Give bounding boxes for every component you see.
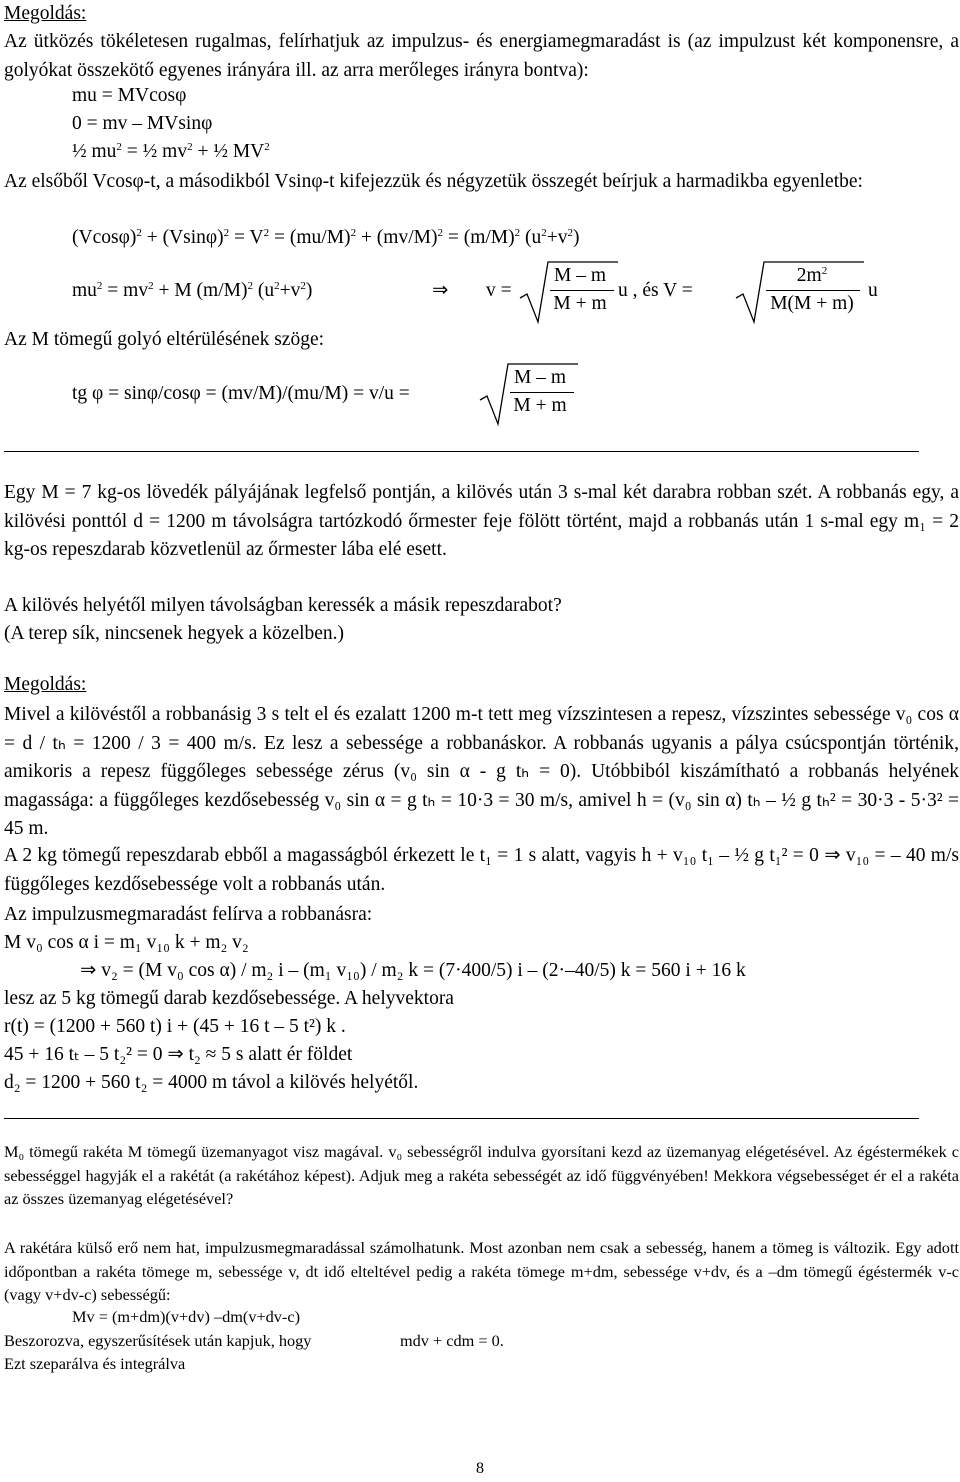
rocket-problem: M₀ tömegű rakéta M tömegű üzemanyagot visz magával. v₀ sebességről indulva gyorsítani kezd az üzemanyag elégetésével. Az égéstermékek c sebességgel hagyják el a rakétát (a rakétához képest). Adjuk meg a rakéta sebességét az idő függvényében! Mekkora végsebességet ér el a rakéta az összes üzemanyag elégetésével?	[4, 1142, 959, 1209]
solution-paragraph-1: Mivel a kilövéstől a robbanásig 3 s telt el és ezalatt 1200 m-t tett meg vízszintesen a repesz, vízszintes sebessége v₀ cos α = d / tₕ = 1200 / 3 = 400 m/s. Ez lesz a sebessége a robbanáskor. A robbanás ugyanis a pálya csúcspontján történik, amikoris a repesz függőleges sebessége zérus (v₀ sin α - g tₕ = 0). Utóbbiból kiszámítható a robbanás helyének magassága: a függőleges kezdősebesség v₀ sin α = g tₕ = 10·3 = 30 m/s, amivel h = (v₀ sin α) tₕ – ½ g tₕ² = 30·3 - 5·3² = 45 m.	[4, 704, 959, 839]
fraction-numerator: $2m^2$	[796, 265, 828, 286]
fraction-denominator: M(M + m)	[770, 293, 854, 314]
sqrt-fraction-V	[734, 258, 864, 326]
integration-text: Ezt szeparálva és integrálva	[4, 1354, 186, 1373]
sqrt-fraction-v	[518, 258, 618, 326]
sqrt-fraction-tan	[478, 360, 578, 428]
rocket-solution: A rakétára külső erő nem hat, impulzusmegmaradással számolhatunk. Most azonban nem csak a sebesség, hanem a tömeg is változik. Egy adott időpontban a rakéta tömege m, sebessége v, dt idő elteltével pedig a rakéta tömege m+dm, sebessége v+dv, és a –dm tömegű égéstermék v-c (vagy v+dv-c) sebességű:	[4, 1238, 959, 1305]
landing-time: 45 + 16 tₜ – 5 t₂² = 0 ⇒ t₂ ≈ 5 s alatt ér földet	[4, 1044, 353, 1065]
tangent-equation: tg φ = sinφ/cosφ = (mv/M)/(mu/M) = v/u =	[72, 383, 410, 404]
equation-momentum-y: 0 = mv – MVsinφ	[72, 113, 213, 134]
u-label: u	[868, 280, 878, 301]
solution-intro: Az ütközés tökéletesen rugalmas, felírhatjuk az impulzus- és energiamegmaradást is (az impulzust két komponensre, a golyókat összekötő egyenes irányára ill. az arra merőleges irányra bontva):	[4, 31, 959, 81]
position-vector: r(t) = (1200 + 560 t) i + (45 + 16 t – 5 t²) k .	[4, 1016, 346, 1037]
velocity-derivation: ⇒ v₂ = (M v₀ cos α) / m₂ i – (m₁ v₁₀) / m₂ k = (7·400/5) i – (2·–40/5) k = 560 i + 16 k	[80, 960, 746, 981]
implies-arrow: ⇒	[432, 280, 449, 301]
page-number: 8	[476, 1460, 484, 1477]
equation-energy-substituted: $mu^2 = mv^2 + M$ $(m/M)^2$ $(u^2+v^2)$	[72, 280, 313, 301]
fraction-denominator: M + m	[513, 395, 567, 416]
momentum-intro: Az impulzusmegmaradást felírva a robbanásra:	[4, 904, 373, 925]
solution-heading: Megoldás:	[4, 3, 87, 24]
divider	[4, 1118, 919, 1119]
equation-square-sum: $(Vcos\varphi)^2 + (Vsin\varphi)^2 = V^2 = (mu/M)^2 + (mv/M)^2 = (m/M)^2$ $(u^2+v^2)$	[72, 227, 580, 248]
fraction-numerator: M – m	[513, 367, 566, 388]
simplification-text: Beszorozva, egyszerűsítések után kapjuk, hogy	[4, 1331, 312, 1350]
problem-question: A kilövés helyétől milyen távolságban keressék a másik repeszdarabot?	[4, 595, 562, 616]
equation-energy: ½ $mu^2$ = ½ $mv^2$ + ½ $MV^2$	[72, 141, 270, 162]
v-equals-label: v =	[486, 280, 512, 301]
equation-momentum-x: mu = MVcosφ	[72, 85, 187, 106]
divider	[4, 451, 919, 452]
solution-text-2: Az elsőből Vcosφ-t, a másodikból Vsinφ-t kifejezzük és négyzetük összegét beírjuk a harmadikba egyenletbe:	[4, 171, 863, 192]
fraction-denominator: M + m	[553, 293, 607, 314]
landing-distance: d₂ = 1200 + 560 t₂ = 4000 m távol a kilövés helyétől.	[4, 1072, 419, 1093]
problem-note: (A terep sík, nincsenek hegyek a közelben.)	[4, 623, 345, 644]
solution-paragraph-2: A 2 kg tömegű repeszdarab ebből a magasságból érkezett le t₁ = 1 s alatt, vagyis h + v₁₀ t₁ – ½ g t₁² = 0 ⇒ v₁₀ = – 40 m/s függőleges kezdősebessége volt a robbanás után.	[4, 845, 959, 895]
solution-heading: Megoldás:	[4, 674, 87, 695]
deflection-label: Az M tömegű golyó eltérülésének szöge:	[4, 329, 325, 350]
differential-equation: mdv + cdm = 0.	[400, 1331, 504, 1350]
fraction-numerator: M – m	[553, 265, 606, 286]
u-and-V-label: u , és V =	[618, 280, 693, 301]
velocity-result: lesz az 5 kg tömegű darab kezdősebessége. A helyvektora	[4, 988, 454, 1009]
problem-text: Egy M = 7 kg-os lövedék pályájának legfelső pontján, a kilövés után 3 s-mal két darabra robban szét. A robbanás egy, a kilövési ponttól d = 1200 m távolságra tartózkodó őrmester feje fölött történt, majd a robbanás után 1 s-mal egy m₁ = 2 kg-os repeszdarab közvetlenül az őrmester lába elé esett.	[4, 482, 959, 560]
rocket-momentum-equation: Mv = (m+dm)(v+dv) –dm(v+dv-c)	[72, 1307, 300, 1326]
momentum-equation: M v₀ cos α i = m₁ v₁₀ k + m₂ v₂	[4, 932, 249, 953]
